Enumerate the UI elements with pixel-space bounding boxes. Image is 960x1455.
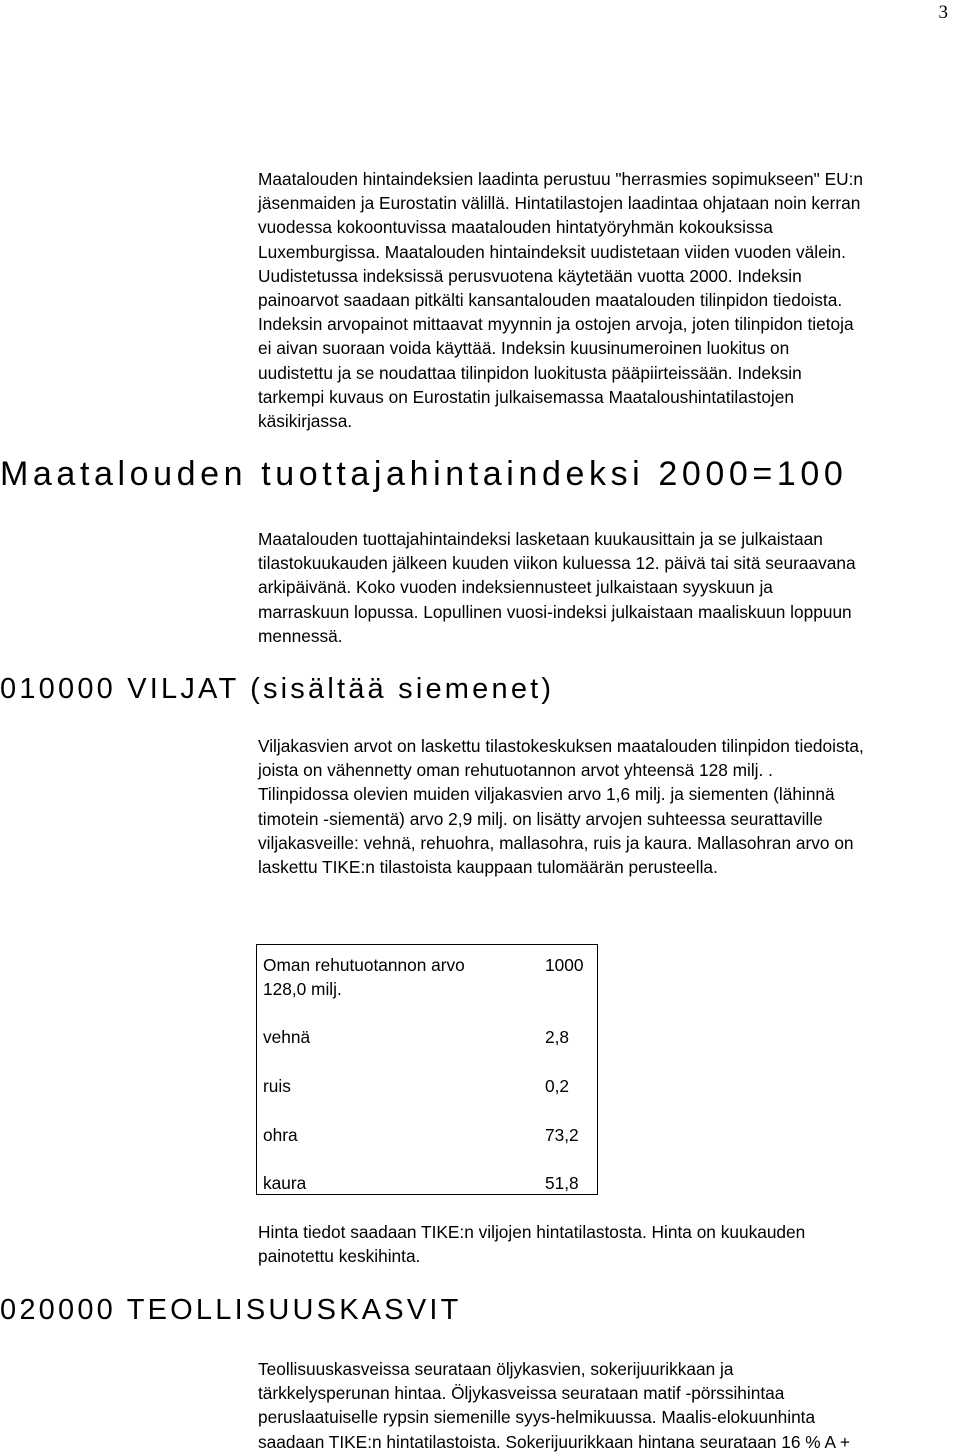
text-line: saadaan TIKE:n hintatilastoista. Sokerijuurikkaan hintana seurataan 16 % A + (258, 1431, 850, 1452)
table-row-label: vehnä (263, 1027, 311, 1047)
table-header-line: Oman rehutuotannon arvo (263, 955, 465, 975)
table-row-label: ohra (263, 1125, 298, 1145)
text-line: painoarvot saadaan pitkälti kansantalouden maatalouden tilinpidon tiedoista. (258, 290, 843, 311)
text-line: vuodessa kokoontuvissa maatalouden hintatyöryhmän kokouksissa (258, 217, 773, 238)
text-line: Uudistetussa indeksissä perusvuotena käytetään vuotta 2000. Indeksin (258, 265, 802, 286)
main-paragraph (258, 527, 958, 648)
text-line: laskettu TIKE:n tilastoista kauppaan tulomäärän perusteella. (258, 857, 718, 878)
text-line: peruslaatuiselle rypsin siemenille syys-helmikuussa. Maalis-elokuunhinta (258, 1407, 816, 1428)
text-line: Teollisuuskasveissa seurataan öljykasvien, sokerijuurikkaan ja (258, 1359, 734, 1379)
text-line: Tilinpidossa olevien muiden viljakasvien arvo 1,6 milj. ja siementen (lähinnä (258, 784, 835, 805)
table-header-line: 128,0 milj. (263, 979, 342, 999)
table-note (258, 1220, 958, 1268)
text-line: Maatalouden hintaindeksien laadinta perustuu "herrasmies sopimukseen" EU:n (258, 169, 863, 189)
feed-value-table (256, 944, 598, 1195)
text-line: Viljakasvien arvot on laskettu tilastokeskuksen maatalouden tilinpidon tiedoista, (258, 736, 864, 756)
section-heading-main: Maatalouden tuottajahintaindeksi 2000=100 (0, 455, 848, 493)
table-row-value: 51,8 (545, 1173, 579, 1193)
text-line: Luxemburgissa. Maatalouden hintaindeksit uudistetaan viiden vuoden välein. (258, 241, 846, 262)
text-line: arkipäivänä. Koko vuoden indeksiennusteet julkaistaan syyskuun ja (258, 577, 773, 598)
text-line: ei aivan suoraan voida käyttää. Indeksin kuusinumeroinen luokitus on (258, 338, 790, 359)
table-row-label: kaura (263, 1173, 307, 1193)
text-line: painotettu keskihinta. (258, 1246, 421, 1267)
page-number: 3 (938, 2, 948, 23)
text-line: käsikirjassa. (258, 411, 353, 432)
text-line: Hinta tiedot saadaan TIKE:n viljojen hintatilastosta. Hinta on kuukauden (258, 1222, 806, 1242)
text-line: marraskuun lopussa. Lopullinen vuosi-indeksi julkaistaan maaliskuun loppuun (258, 601, 852, 622)
text-line: tilastokuukauden jälkeen kuuden viikon kuluessa 12. päivä tai sitä seuraavana (258, 553, 856, 574)
table-header-label (263, 953, 465, 1001)
viljat-paragraph (258, 734, 958, 879)
text-line: mennessä. (258, 625, 343, 646)
text-line: Maatalouden tuottajahintaindeksi lasketaan kuukausittain ja se julkaistaan (258, 529, 823, 549)
text-line: tärkkelysperunan hintaa. Öljykasveissa seurataan matif -pörssihintaa (258, 1383, 785, 1404)
section-heading-teollisuus: 020000 TEOLLISUUSKASVIT (0, 1294, 462, 1326)
table-row-value: 2,8 (545, 1027, 570, 1047)
text-line: jäsenmaiden ja Eurostatin välillä. Hintatilastojen laadintaa ohjataan noin kerran (258, 193, 861, 214)
table-row-value: 73,2 (545, 1125, 579, 1145)
table-header-value: 1000 (545, 955, 584, 975)
text-line: uudistettu ja se noudattaa tilinpidon luokitusta pääpiirteissään. Indeksin (258, 362, 802, 383)
table-row-value: 0,2 (545, 1076, 570, 1096)
table-row-label: ruis (263, 1076, 291, 1096)
text-line: viljakasveille: vehnä, rehuohra, mallasohra, ruis ja kaura. Mallasohran arvo on (258, 832, 854, 853)
text-line: Indeksin arvopainot mittaavat myynnin ja ostojen arvoja, joten tilinpidon tietoja (258, 314, 854, 335)
section-heading-viljat: 010000 VILJAT (sisältää siemenet) (0, 673, 555, 705)
text-line: timotein -siementä) arvo 2,9 milj. on lisätty arvojen suhteessa seurattaville (258, 808, 823, 829)
teollisuus-paragraph (258, 1357, 958, 1454)
intro-paragraph (258, 167, 958, 433)
text-line: joista on vähennetty oman rehutuotannon arvot yhteensä 128 milj. . (258, 760, 773, 781)
text-line: tarkempi kuvaus on Eurostatin julkaisemassa Maataloushintatilastojen (258, 386, 794, 407)
